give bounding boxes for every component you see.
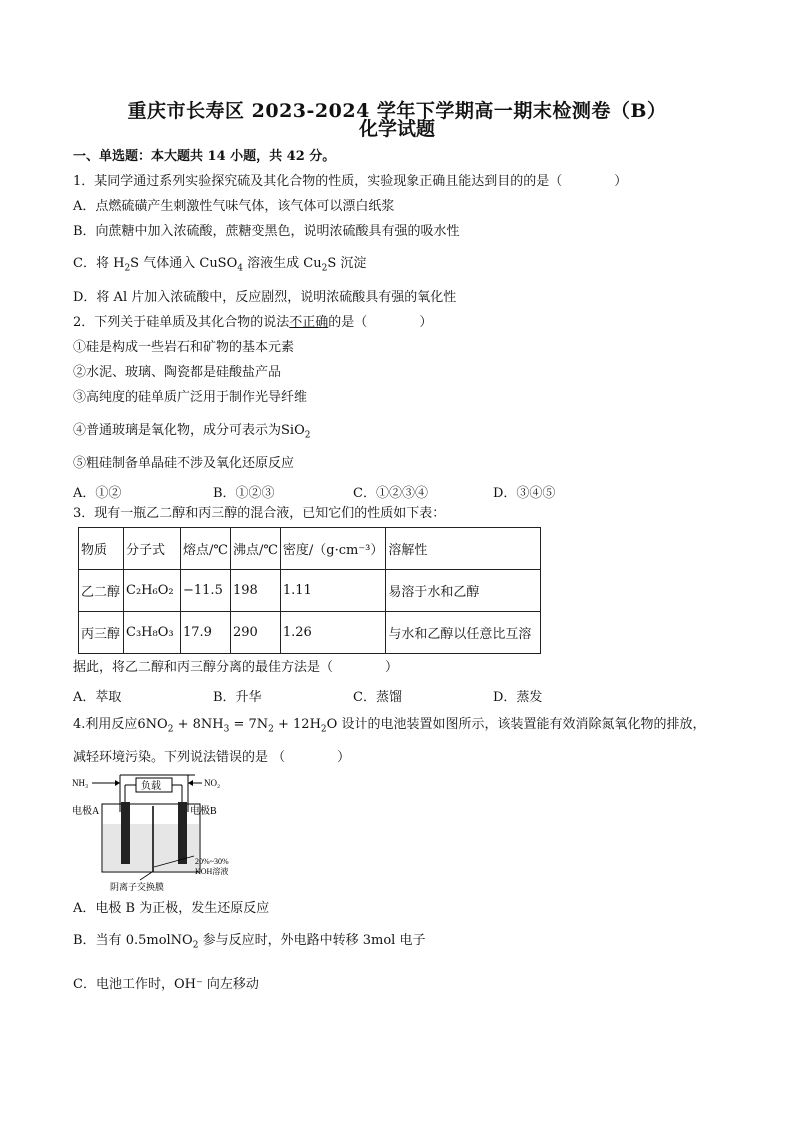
electrode-a-label: 电极A xyxy=(72,806,100,817)
q2-statement-1: ①硅是构成一些岩石和矿物的基本元素 xyxy=(73,340,295,355)
q1-option-d: D．将 Al 片加入浓硫酸中，反应剧烈，说明浓硫酸具有强的氧化性 xyxy=(73,290,457,305)
q2-stem: 2．下列关于硅单质及其化合物的说法不正确的是（ ） xyxy=(73,315,433,330)
table-cell: C₂H₆O₂ xyxy=(124,570,181,612)
table-cell: 1.11 xyxy=(280,570,386,612)
table-header: 密度/（g·cm⁻³） xyxy=(280,528,386,570)
table-header: 熔点/℃ xyxy=(181,528,231,570)
table-cell: 与水和乙醇以任意比互溶 xyxy=(386,612,541,654)
table-cell: C₃H₈O₃ xyxy=(124,612,181,654)
table-cell: 17.9 xyxy=(181,612,231,654)
q2-option-a: A．①② xyxy=(73,486,122,501)
q1-stem: 1．某同学通过系列实验探究硫及其化合物的性质，实验现象正确且能达到目的的是（ ） xyxy=(73,174,628,189)
electrode-b xyxy=(178,802,187,864)
koh-label-2: KOH溶液 xyxy=(195,867,229,876)
section-heading: 一、单选题：本大题共 14 小题，共 42 分。 xyxy=(73,149,336,164)
q4-stem: 4.利用反应$6NO_2 + 8NH_3 = 7N_2 + 12H_2O$ 设计的电池装置如图所示，该装置能有效消除氮氧化物的排放， xyxy=(73,717,706,735)
electrode-b-label: 电极B xyxy=(190,806,217,817)
q4-stem-line2: 减轻环境污染。下列说法错误的是 （ ） xyxy=(73,750,351,765)
table-header: 溶解性 xyxy=(386,528,541,570)
properties-table xyxy=(78,527,541,654)
koh-label-1: 20%~30% xyxy=(195,857,229,866)
table-cell: 乙二醇 xyxy=(79,570,124,612)
q1-option-c: C．将 $H_2S$ 气体通入 CuSO$_4$ 溶液生成 $Cu_2S$ 沉淀 xyxy=(73,256,367,274)
load-label: 负载 xyxy=(141,781,161,792)
q4-option-c: C．电池工作时，OH⁻ 向左移动 xyxy=(73,977,259,992)
table-header-row xyxy=(79,528,541,570)
q3-option-b: B．升华 xyxy=(213,690,262,705)
table-cell: 丙三醇 xyxy=(79,612,124,654)
no2-label: NO₂ xyxy=(204,778,221,788)
table-cell: 1.26 xyxy=(280,612,386,654)
electrode-a xyxy=(121,802,130,864)
table-cell: 易溶于水和乙醇 xyxy=(386,570,541,612)
q1-option-b: B．向蔗糖中加入浓硫酸，蔗糖变黑色，说明浓硫酸具有强的吸水性 xyxy=(73,224,460,239)
membrane-label: 阴离子交换膜 xyxy=(110,882,165,892)
table-row xyxy=(79,612,541,654)
table-header: 物质 xyxy=(79,528,124,570)
q2-statement-4: ④普通玻璃是氧化物，成分可表示为SiO$_2$ xyxy=(73,423,311,441)
table-header: 沸点/℃ xyxy=(230,528,280,570)
q3-option-d: D．蒸发 xyxy=(493,690,543,705)
table-cell: 290 xyxy=(230,612,280,654)
q2-option-b: B．①②③ xyxy=(213,486,275,501)
table-cell: −11.5 xyxy=(181,570,231,612)
q2-option-d: D．③④⑤ xyxy=(493,486,556,501)
q3-follow: 据此，将乙二醇和丙三醇分离的最佳方法是（ ） xyxy=(73,660,399,675)
nh3-label: NH₃ xyxy=(72,778,89,788)
q2-statement-5: ⑤粗硅制备单晶硅不涉及氧化还原反应 xyxy=(73,456,295,471)
q4-option-b: B．当有 0.5molNO$_2$ 参与反应时，外电路中转移 3mol 电子 xyxy=(73,933,426,951)
q2-option-c: C．①②③④ xyxy=(353,486,428,501)
q2-statement-3: ③高纯度的硅单质广泛用于制作光导纤维 xyxy=(73,390,308,405)
table-cell: 198 xyxy=(230,570,280,612)
table-header: 分子式 xyxy=(124,528,181,570)
table-row xyxy=(79,570,541,612)
q3-option-a: A．萃取 xyxy=(73,690,122,705)
battery-diagram xyxy=(70,772,260,894)
q2-statement-2: ②水泥、玻璃、陶瓷都是硅酸盐产品 xyxy=(73,365,282,380)
q3-option-c: C．蒸馏 xyxy=(353,690,402,705)
exam-title: 重庆市长寿区 2023-2024 学年下学期高一期末检测卷（B） xyxy=(127,100,667,122)
q1-option-a: A．点燃硫磺产生刺激性气味气体，该气体可以漂白纸浆 xyxy=(73,199,395,214)
q3-stem: 3．现有一瓶乙二醇和丙三醇的混合液，已知它们的性质如下表： xyxy=(73,506,446,521)
q4-option-a: A．电极 B 为正极，发生还原反应 xyxy=(73,901,270,916)
exam-subtitle: 化学试题 xyxy=(358,118,435,140)
